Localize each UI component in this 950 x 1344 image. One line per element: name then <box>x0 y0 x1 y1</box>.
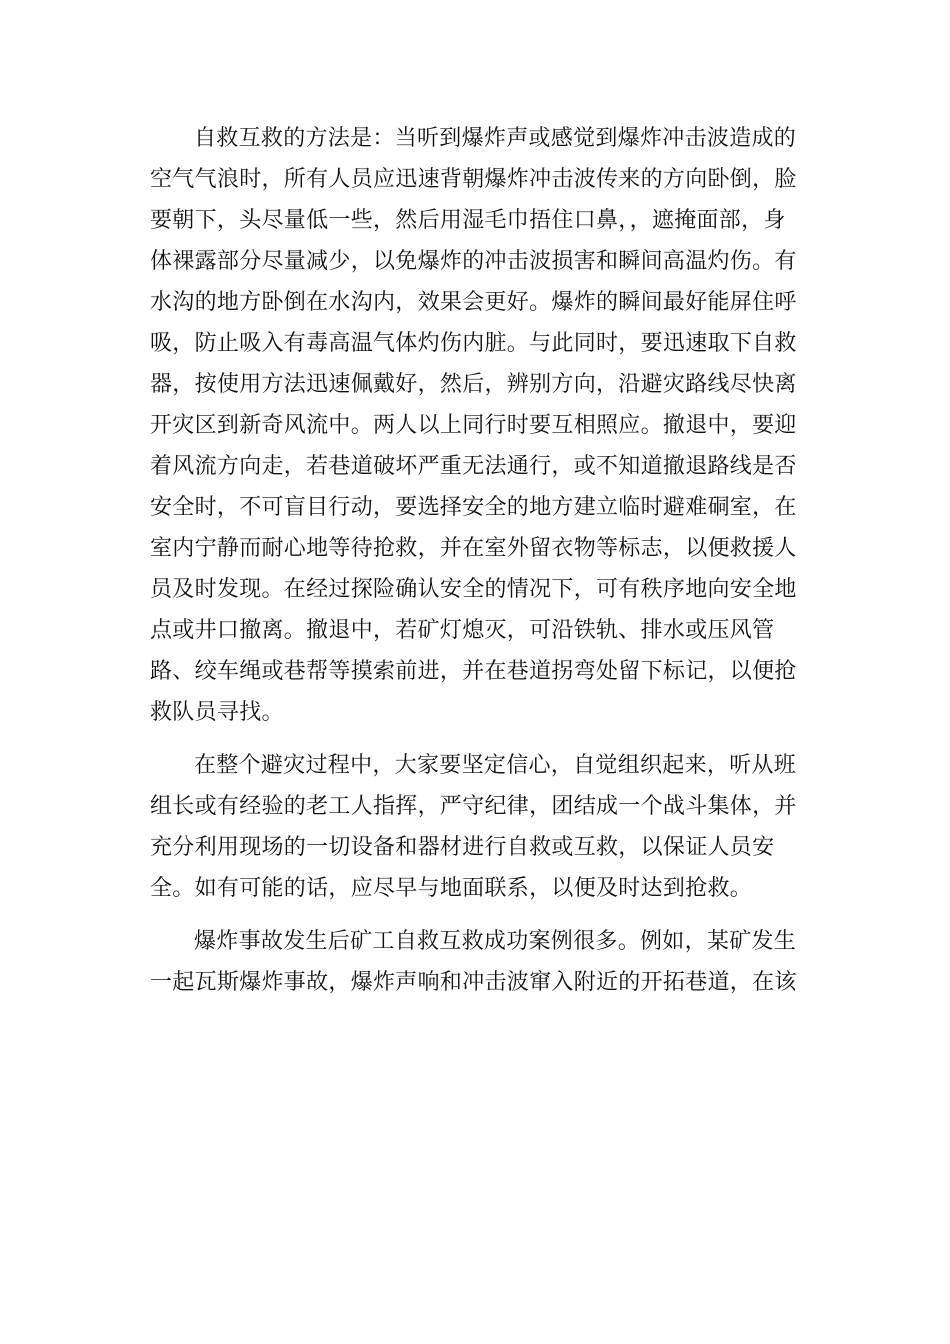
paragraph-1 <box>150 118 810 733</box>
paragraph-3 <box>150 921 810 1003</box>
text-line: 爆炸事故发生后矿工自救互救成功案例很多。例如，某矿发生 <box>194 929 797 954</box>
text-line: 开灾区到新奇风流中。两人以上同行时要互相照应。撤退中，要迎 <box>150 413 797 438</box>
paragraph-gap <box>150 909 810 921</box>
text-line: 空气气浪时，所有人员应迅速背朝爆炸冲击波传来的方向卧倒，脸 <box>150 167 797 192</box>
text-line: 全。如有可能的话，应尽早与地面联系，以便及时达到抢救。 <box>150 876 753 901</box>
text-line: 在整个避灾过程中，大家要坚定信心，自觉组织起来，听从班 <box>194 753 797 778</box>
paragraph-gap <box>150 733 810 745</box>
text-line: 一起瓦斯爆炸事故，爆炸声响和冲击波窜入附近的开拓巷道，在该 <box>150 970 797 995</box>
text-line: 员及时发现。在经过探险确认安全的情况下，可有秩序地向安全地 <box>150 577 797 602</box>
text-line: 要朝下，头尽量低一些，然后用湿毛巾捂住口鼻，，遮掩面部，身 <box>150 208 786 233</box>
body-text <box>150 118 810 1003</box>
text-line: 着风流方向走，若巷道破坏严重无法通行，或不知道撤退路线是否 <box>150 454 797 479</box>
text-line: 救队员寻找。 <box>150 700 284 725</box>
paragraph-2 <box>150 745 810 909</box>
text-line: 水沟的地方卧倒在水沟内，效果会更好。爆炸的瞬间最好能屏住呼 <box>150 290 797 315</box>
text-line: 点或井口撤离。撤退中，若矿灯熄灭，可沿铁轨、排水或压风管 <box>150 618 775 643</box>
text-line: 路、绞车绳或巷帮等摸索前进，并在巷道拐弯处留下标记，以便抢 <box>150 659 797 684</box>
text-line: 器，按使用方法迅速佩戴好，然后，辨别方向，沿避灾路线尽快离 <box>150 372 797 397</box>
text-line: 充分利用现场的一切设备和器材进行自救或互救，以保证人员安 <box>150 835 775 860</box>
text-line: 安全时，不可盲目行动，要选择安全的地方建立临时避难硐室，在 <box>150 495 797 520</box>
text-line: 体裸露部分尽量减少，以免爆炸的冲击波损害和瞬间高温灼伤。有 <box>150 249 797 274</box>
text-line: 组长或有经验的老工人指挥，严守纪律，团结成一个战斗集体，并 <box>150 794 797 819</box>
text-line: 自救互救的方法是：当听到爆炸声或感觉到爆炸冲击波造成的 <box>194 126 797 151</box>
text-line: 吸，防止吸入有毒高温气体灼伤内脏。与此同时，要迅速取下自救 <box>150 331 797 356</box>
text-line: 室内宁静而耐心地等待抢救，并在室外留衣物等标志，以便救援人 <box>150 536 797 561</box>
